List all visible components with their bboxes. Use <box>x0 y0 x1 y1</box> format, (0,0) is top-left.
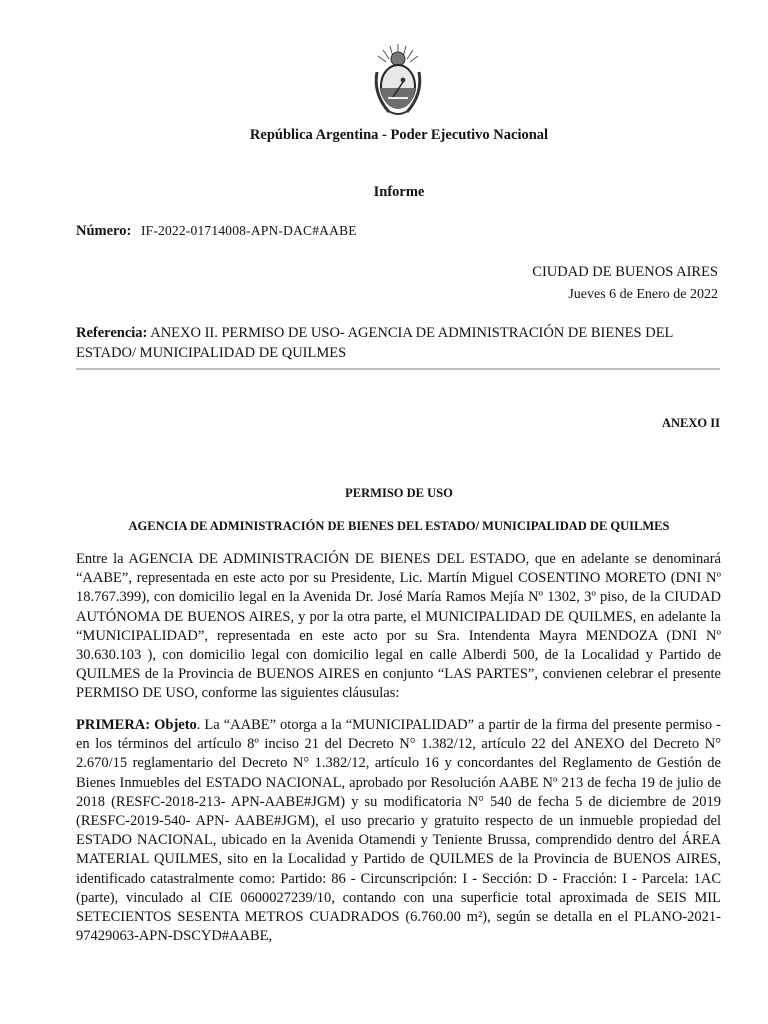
agency-title: AGENCIA DE ADMINISTRACIÓN DE BIENES DEL ESTADO/ MUNICIPALIDAD DE QUILMES <box>128 519 670 533</box>
clause-first-label: PRIMERA: Objeto <box>76 717 197 733</box>
argentina-coat-of-arms-icon <box>371 42 425 118</box>
reference-label: Referencia: <box>76 325 148 341</box>
number-value: IF-2022-01714008-APN-DAC#AABE <box>140 223 357 238</box>
clause-first-paragraph <box>76 716 721 946</box>
document-number <box>76 223 357 240</box>
reference <box>76 323 696 363</box>
reference-text: ANEXO II. PERMISO DE USO- AGENCIA DE ADMINISTRACIÓN DE BIENES DEL ESTADO/ MUNICIPALIDAD DE QUILMES <box>76 325 673 361</box>
annex-heading: ANEXO II <box>662 416 720 430</box>
permit-title: PERMISO DE USO <box>345 486 453 500</box>
header-divider <box>76 368 720 370</box>
document-type: Informe <box>373 184 425 200</box>
intro-paragraph: Entre la AGENCIA DE ADMINISTRACIÓN DE BIENES DEL ESTADO, que en adelante se denominará “AABE”, representada en este acto por su Presidente, Lic. Martín Miguel COSENTINO MORETO (DNI Nº 18.767.399), con domicilio legal en la Avenida Dr. José María Ramos Mejía Nº 1302, 3º piso, de la CIUDAD AUTÓNOMA DE BUENOS AIRES, y por la otra parte, el MUNICIPALIDAD DE QUILMES, en adelante la “MUNICIPALIDAD”, representada en este acto por su Sra. Intendenta Mayra MENDOZA (DNI Nº 30.630.103 ), con domicilio legal con domicilio legal en calle Alberdi 500, de la Localidad y Partido de QUILMES de la Provincia de BUENOS AIRES en conjunto “LAS PARTES”, convienen celebrar el presente PERMISO DE USO, conforme las siguientes cláusulas: <box>76 551 721 702</box>
document-date: Jueves 6 de Enero de 2022 <box>568 287 718 302</box>
header-title: República Argentina - Poder Ejecutivo Nacional <box>249 127 549 143</box>
clause-first-text: . La “AABE” otorga a la “MUNICIPALIDAD” a partir de la firma del presente permiso - en los términos del artículo 8º inciso 21 del Decreto N° 1.382/12, artículo 22 del ANEXO del Decreto N° 2.670/15 reglamentario del Decreto N° 1.382/12, artículo 16 y concordantes del Reglamento de Gestión de Bienes Inmuebles del ESTADO NACIONAL, aprobado por Resolución AABE Nº 213 de fecha 19 de julio de 2018 (RESFC-2018-213- APN-AABE#JGM) y su modificatoria N° 540 de fecha 5 de diciembre de 2019 (RESFC-2019-540- APN- AABE#JGM), el uso precario y gratuito respecto de un inmueble propiedad del ESTADO NACIONAL, ubicado en la Avenida Otamendi y Teniente Brussa, comprendido dentro del ÁREA MATERIAL QUILMES, sito en la Localidad y Partido de QUILMES de la Provincia de BUENOS AIRES, identificado catastralmente como: Partido: 86 - Circunscripción: I - Sección: D - Fracción: I - Parcela: 1AC (parte), vinculado al CIE 0600027239/10, contando con una superficie total aproximada de SEIS MIL SETECIENTOS SESENTA METROS CUADRADOS (6.760.00 m²), según se detalla en el PLANO-2021-97429063-APN-DSCYD#AABE, <box>76 717 722 945</box>
document-city: CIUDAD DE BUENOS AIRES <box>532 264 718 280</box>
number-label: Número: <box>76 223 132 239</box>
